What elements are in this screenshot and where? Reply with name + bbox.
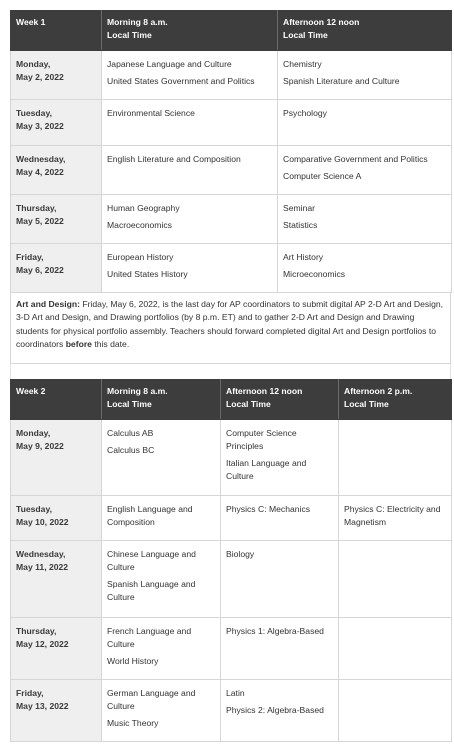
- day-name: Monday,: [16, 59, 51, 69]
- afternoon2-cell: [339, 420, 452, 496]
- note-emphasis: before: [65, 338, 92, 349]
- exam-name: French Language and Culture: [107, 626, 192, 650]
- day-date: May 12, 2022: [16, 639, 69, 650]
- table-row: [11, 618, 452, 680]
- day-cell: [11, 680, 102, 742]
- week2-header-afternoon2: [339, 380, 452, 420]
- day-name: Thursday,: [16, 626, 57, 637]
- day-name: Friday,: [16, 688, 44, 699]
- week2-header-afternoon: [221, 380, 339, 420]
- day-date: May 5, 2022: [16, 216, 64, 227]
- afternoon2-cell: [339, 618, 452, 680]
- week1-header-row: [11, 11, 452, 51]
- exam-name: European History: [107, 252, 174, 262]
- exam-name: Chinese Language and Culture: [107, 549, 196, 573]
- day-name: Wednesday,: [16, 154, 66, 164]
- table-row: [11, 51, 452, 100]
- table-spacer: [10, 364, 451, 379]
- day-date: May 6, 2022: [16, 265, 64, 276]
- afternoon-cell: [278, 146, 452, 195]
- morning-cell: [102, 146, 278, 195]
- exam-name: Psychology: [283, 108, 327, 118]
- exam-name: Seminar: [283, 203, 315, 213]
- afternoon-cell: [221, 496, 339, 541]
- exam-name: Computer Science A: [283, 171, 362, 182]
- week2-header-week: [11, 380, 102, 420]
- day-cell: [11, 618, 102, 680]
- week1-header-0: Week 1: [16, 17, 46, 27]
- week1-table: [10, 10, 452, 293]
- day-date: May 13, 2022: [16, 701, 69, 712]
- afternoon-cell: [221, 420, 339, 496]
- afternoon-cell: [278, 244, 452, 293]
- afternoon-cell: [278, 51, 452, 100]
- morning-cell: [102, 244, 278, 293]
- exam-name: Music Theory: [107, 718, 159, 729]
- day-date: May 4, 2022: [16, 167, 64, 178]
- exam-name: Physics 2: Algebra-Based: [226, 705, 324, 716]
- exam-schedule: [10, 10, 451, 742]
- afternoon2-cell: [339, 541, 452, 618]
- day-name: Wednesday,: [16, 549, 66, 560]
- table-row: [11, 195, 452, 244]
- afternoon-cell: [221, 541, 339, 618]
- morning-cell: [102, 496, 221, 541]
- day-cell: [11, 146, 102, 195]
- day-date: May 9, 2022: [16, 441, 64, 452]
- table-row: [11, 244, 452, 293]
- week2-header-3: Afternoon 2 p.m. Local Time: [344, 386, 413, 410]
- exam-name: United States Government and Politics: [107, 76, 255, 87]
- afternoon-cell: [278, 100, 452, 146]
- morning-cell: [102, 618, 221, 680]
- exam-name: Human Geography: [107, 203, 180, 213]
- exam-name: Spanish Literature and Culture: [283, 76, 400, 87]
- week1-header-1: Morning 8 a.m. Local Time: [107, 17, 168, 40]
- exam-name: Japanese Language and Culture: [107, 59, 232, 69]
- table-row: [11, 100, 452, 146]
- morning-cell: [102, 100, 278, 146]
- week2-header-row: [11, 380, 452, 420]
- day-name: Monday,: [16, 428, 51, 439]
- art-design-note: [10, 293, 451, 364]
- week1-header-afternoon: [278, 11, 452, 51]
- exam-name: Microeconomics: [283, 269, 346, 280]
- day-date: May 11, 2022: [16, 562, 69, 573]
- day-cell: [11, 100, 102, 146]
- day-cell: [11, 496, 102, 541]
- exam-name: Physics C: Electricity and Magnetism: [344, 504, 441, 528]
- exam-name: Physics 1: Algebra-Based: [226, 626, 324, 637]
- afternoon-cell: [221, 680, 339, 742]
- exam-name: Physics C: Mechanics: [226, 504, 311, 515]
- afternoon-cell: [278, 195, 452, 244]
- day-date: May 10, 2022: [16, 517, 69, 528]
- week1-header-week: [11, 11, 102, 51]
- day-name: Thursday,: [16, 203, 57, 213]
- exam-name: Biology: [226, 549, 255, 560]
- note-text: Friday, May 6, 2022, is the last day for AP coordinators to submit digital AP 2-D Art and Design, 3-D Art and Design, and Drawing portfolios (by 8 p.m. ET) and to gather 2-D Art and Design and Drawing students for physical portfolio assembly. Teachers should forward completed digital Art and Design portfolios to coordinators: [16, 299, 444, 349]
- afternoon2-cell: [339, 496, 452, 541]
- day-name: Tuesday,: [16, 504, 52, 515]
- day-name: Tuesday,: [16, 108, 52, 118]
- exam-name: Calculus AB: [107, 428, 154, 439]
- morning-cell: [102, 195, 278, 244]
- day-cell: [11, 195, 102, 244]
- exam-name: United States History: [107, 269, 188, 280]
- day-date: May 2, 2022: [16, 72, 64, 83]
- exam-name: Computer Science Principles: [226, 428, 297, 452]
- table-row: [11, 496, 452, 541]
- exam-name: Spanish Language and Culture: [107, 579, 196, 603]
- day-name: Friday,: [16, 252, 44, 262]
- exam-name: Statistics: [283, 220, 318, 231]
- week1-header-morning: [102, 11, 278, 51]
- exam-name: Environmental Science: [107, 108, 195, 118]
- morning-cell: [102, 541, 221, 618]
- week1-header-2: Afternoon 12 noon Local Time: [283, 17, 360, 40]
- note-text-end: this date.: [91, 338, 130, 349]
- exam-name: Comparative Government and Politics: [283, 154, 428, 164]
- day-cell: [11, 244, 102, 293]
- afternoon2-cell: [339, 680, 452, 742]
- day-cell: [11, 51, 102, 100]
- exam-name: Calculus BC: [107, 445, 155, 456]
- table-row: [11, 541, 452, 618]
- week2-table: [10, 379, 452, 742]
- morning-cell: [102, 680, 221, 742]
- week2-header-morning: [102, 380, 221, 420]
- day-cell: [11, 420, 102, 496]
- week2-header-2: Afternoon 12 noon Local Time: [226, 386, 303, 410]
- exam-name: Italian Language and Culture: [226, 458, 307, 482]
- exam-name: Latin: [226, 688, 245, 699]
- week2-header-1: Morning 8 a.m. Local Time: [107, 386, 168, 410]
- week2-header-0: Week 2: [16, 386, 46, 397]
- afternoon-cell: [221, 618, 339, 680]
- exam-name: English Language and Composition: [107, 504, 193, 528]
- morning-cell: [102, 420, 221, 496]
- day-cell: [11, 541, 102, 618]
- exam-name: World History: [107, 656, 159, 667]
- exam-name: German Language and Culture: [107, 688, 196, 712]
- morning-cell: [102, 51, 278, 100]
- table-row: [11, 420, 452, 496]
- exam-name: Chemistry: [283, 59, 322, 69]
- table-row: [11, 146, 452, 195]
- table-row: [11, 680, 452, 742]
- day-date: May 3, 2022: [16, 121, 64, 132]
- exam-name: Art History: [283, 252, 324, 262]
- note-title: Art and Design:: [16, 299, 80, 309]
- exam-name: Macroeconomics: [107, 220, 172, 231]
- exam-name: English Literature and Composition: [107, 154, 241, 164]
